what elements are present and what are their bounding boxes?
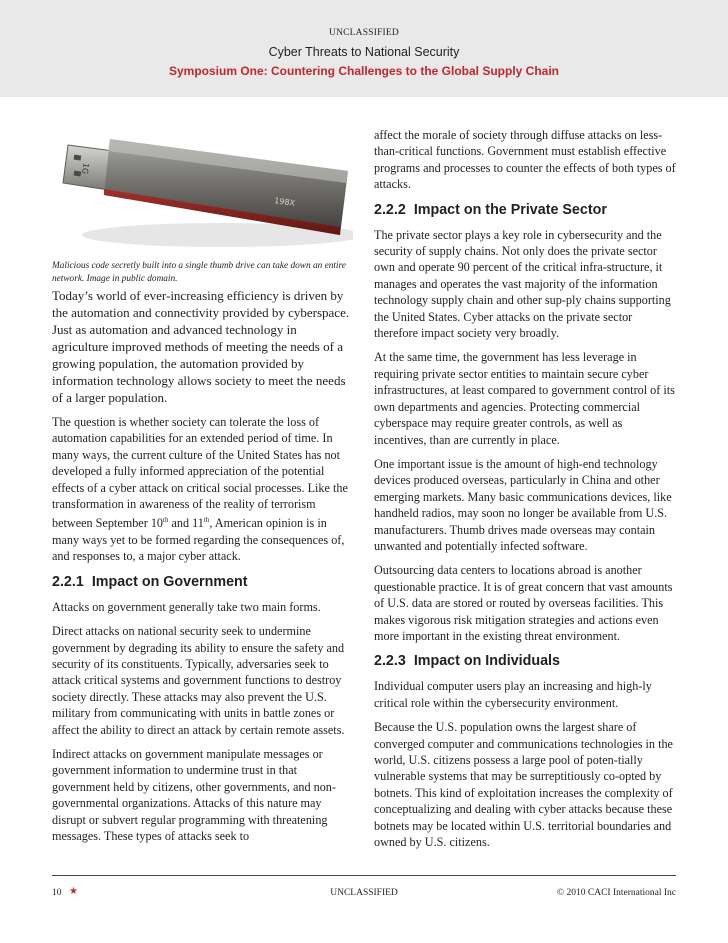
paragraph: One important issue is the amount of high-end technology devices produced overseas, particularly in China and other emerging markets. Many basic communications devices, like handheld radios, may soon no longer be available from U.S. manufacturers. Thumb drives made overseas may contain unwanted and potentially infected software.	[374, 456, 672, 553]
thumb-drive-illustration	[52, 123, 353, 253]
paragraph: The private sector plays a key role in cybersecurity and the security of supply chains. Not only does the private sector own and operate 90 percent of the critical infra-structure, it manages and operates the vast majority of the information technology supply chain and other sup-ply chains supporting the United States. Cyber attacks on the private sector therefore impact society very broadly.	[374, 227, 671, 341]
paragraph: Attacks on government generally take two main forms.	[52, 599, 321, 614]
paragraph: Individual computer users play an increasing and high-ly critical role within the cybersecurity environment.	[374, 679, 652, 710]
thumb-drive-photo	[52, 123, 353, 253]
section-heading-private-sector: 2.2.2 Impact on the Private Sector	[374, 201, 607, 218]
header-classification: UNCLASSIFIED	[329, 28, 399, 38]
photo-caption: Malicious code secretly built into a single thumb drive can take down an entire network. Image in public domain.	[52, 261, 346, 284]
footer-rule	[52, 875, 676, 876]
paragraph: At the same time, the government has less leverage in requiring private sector entities to maintain secure cyber infrastructures, at least compared to government control of its own departments and agencies. Protecting commercial cyberspace may require greater controls, as well as incentives, than are currently in place.	[374, 350, 675, 447]
photo-label-right: 198X	[273, 196, 296, 208]
paragraph: affect the morale of society through diffuse attacks on less-than-critical functions. Government must establish effective programs and processes to counter the effects of both types of attacks.	[374, 128, 676, 192]
header-title: Cyber Threats to National Security	[268, 45, 460, 59]
page-number: 10	[52, 888, 62, 898]
section-heading-government: 2.2.1 Impact on Government	[52, 573, 248, 590]
header-subtitle: Symposium One: Countering Challenges to the Global Supply Chain	[168, 64, 560, 78]
left-column	[52, 287, 355, 852]
paragraph: Because the U.S. population owns the largest share of converged computer and communications technologies in the world, U.S. citizens possess a large pool of poten-tially vulnerable systems that may be surreptitiously co-opted by botnets. This kind of exploitation increases the complexity of conceptualizing and dealing with cyber attacks because these botnets may be located within U.S. territorial boundaries and owned by U.S. citizens.	[374, 720, 673, 850]
section-heading-individuals: 2.2.3 Impact on Individuals	[374, 653, 560, 670]
paragraph: The question is whether society can tolerate the loss of automation capabilities for an extended period of time. In many ways, the current culture of the United States has not developed a fully informed appreciation of the potential effects of a cyber attack on critical social processes. Like the transformation in awareness of the reality of terrorism between September 10th and 11th, American opinion is in many ways yet to be formed regarding the consequences of, and responses to, a major cyber attack.	[52, 415, 348, 564]
paragraph: Indirect attacks on government manipulate messages or government information to undermine trust in that government held by citizens, other governments, and non-governmental organizations. Attacks of this nature may disrupt or subvert regular programming with threatening messages. These types of attacks seek to	[52, 746, 336, 843]
star-icon: ★	[69, 886, 78, 897]
photo-label-left: 1G	[80, 162, 91, 175]
intro-paragraph: Today’s world of ever-increasing efficiency is driven by the automation and connectivity provided by cyberspace. Just as automation and advanced technology in agriculture improved methods of meeting the needs of a growing population, the automation provided by information technology allows society to meet the needs of a larger population.	[52, 288, 350, 405]
footer-classification: UNCLASSIFIED	[330, 888, 398, 898]
paragraph: Direct attacks on national security seek to undermine government by degrading its ability to ensure the safety and security of its constituents. Typically, adversaries seek to attack critical systems and government functions to destroy society directly. These attacks may also prevent the U.S. military from communicating with units in battle zones or affect the ability to direct an attack by certain remote assets.	[52, 624, 345, 737]
footer-copyright: © 2010 CACI International Inc	[556, 888, 676, 898]
right-column	[374, 127, 676, 858]
paragraph: Outsourcing data centers to locations abroad is another questionable practice. It is of great concern that vast amounts of U.S. data are stored or routed by overseas facilities. This makes vigorous risk mitigation strategies and actions even more important in the existing threat environment.	[374, 563, 673, 643]
page-header	[0, 0, 728, 97]
